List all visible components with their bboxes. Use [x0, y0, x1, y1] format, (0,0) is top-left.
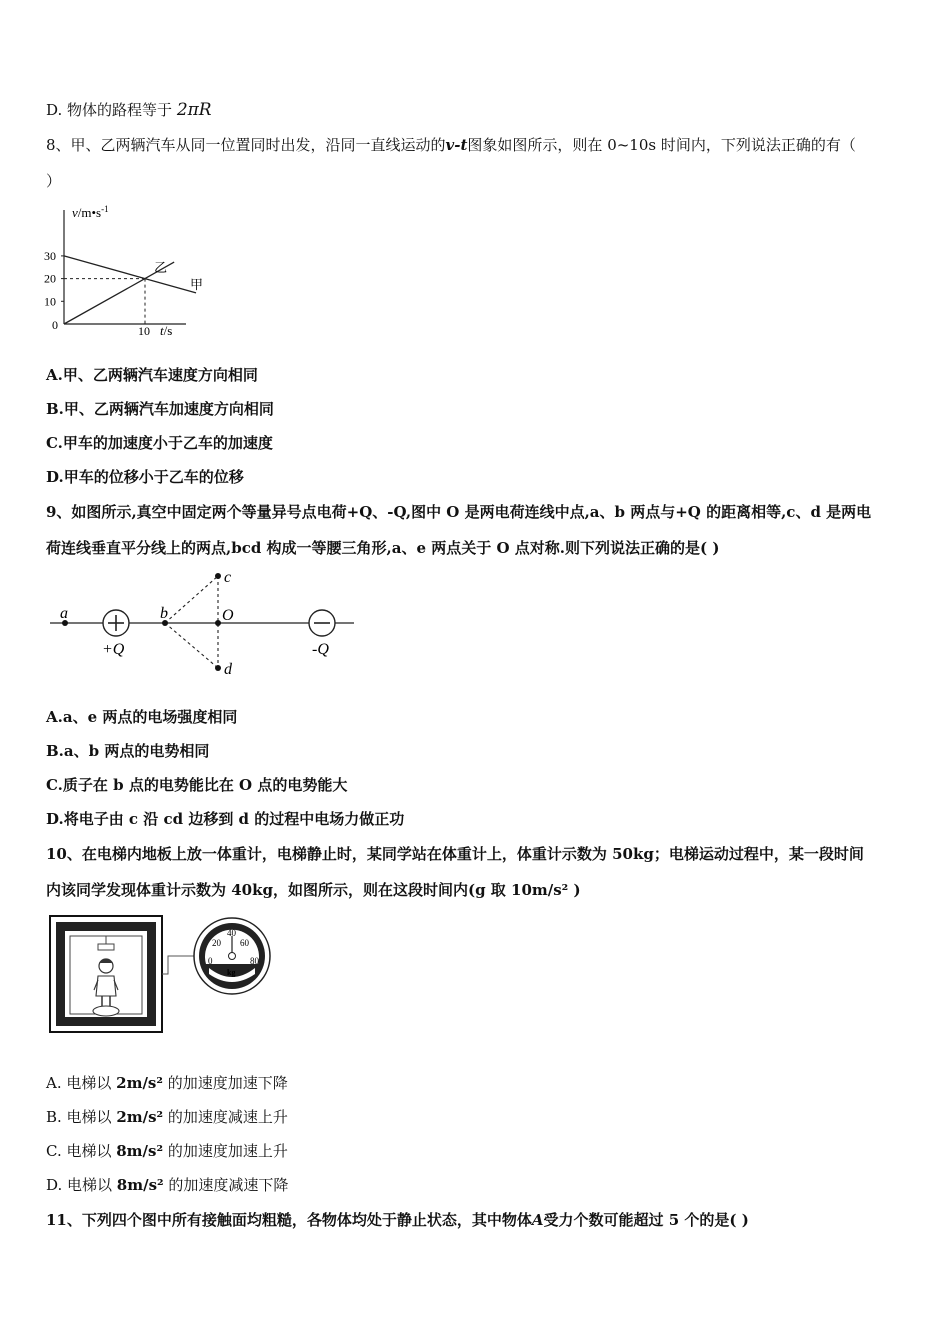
q10-option-c-suffix: 的加速度加速上升	[163, 1142, 288, 1160]
q8-vt-chart	[36, 196, 204, 346]
q8-option-d: D.甲车的位移小于乙车的位移	[46, 468, 244, 486]
dial-0: 0	[208, 956, 213, 966]
q9-option-a: A.a、e 两点的电场强度相同	[46, 708, 238, 726]
q10-elevator-diagram	[46, 912, 276, 1038]
label-o: O	[222, 607, 234, 624]
q8-option-b: B.甲、乙两辆汽车加速度方向相同	[46, 400, 274, 418]
q9-stem-line2: 荷连线垂直平分线上的两点,bcd 构成一等腰三角形,a、e 两点关于 O 点对称.则下列说法正确的是( )	[46, 539, 720, 557]
label-d: d	[224, 661, 232, 678]
q9-charge-diagram	[46, 566, 366, 684]
q10-option-c-prefix: C. 电梯以	[46, 1142, 117, 1160]
q7-option-d	[46, 100, 212, 120]
q11-stem-object: A	[531, 1211, 544, 1229]
q10-option-c-value: 8m/s²	[116, 1142, 164, 1160]
dial-60: 60	[240, 938, 249, 948]
q11-stem-text-a: 11、下列四个图中所有接触面均粗糙，各物体均处于静止状态，其中物体	[46, 1211, 532, 1229]
q10-stem-line2: 内该同学发现体重计示数为 40kg，如图所示，则在这段时间内(g 取 10m/s² )	[46, 881, 581, 899]
label-b: b	[160, 605, 168, 622]
dial-unit: kg	[227, 968, 236, 977]
q10-stem-line1: 10、在电梯内地板上放一体重计，电梯静止时，某同学站在体重计上，体重计示数为 50kg；电梯运动过程中，某一段时间	[46, 845, 864, 863]
q9-option-c: C.质子在 b 点的电势能比在 O 点的电势能大	[46, 776, 348, 794]
q7-option-d-text: D. 物体的路程等于	[46, 101, 173, 119]
dial-80: 80	[250, 956, 259, 966]
y-tick-label-10: 10	[44, 294, 56, 309]
q8-stem-line1	[46, 135, 856, 155]
q10-option-d	[46, 1175, 288, 1195]
origin-label: 0	[52, 318, 58, 332]
q10-option-b	[46, 1107, 288, 1127]
y-axis-label: $v/m•s^{-1}$	[72, 204, 109, 220]
dial-40: 40	[227, 928, 236, 938]
dial-20: 20	[212, 938, 221, 948]
q10-option-d-value: 8m/s²	[116, 1176, 164, 1194]
q8-stem-text-b: 图象如图所示，则在 0~10s 时间内，下列说法正确的有（	[467, 136, 856, 154]
label-positive-q: +Q	[102, 641, 125, 658]
q8-stem-line2: ）	[46, 172, 62, 190]
floor-scale-icon	[93, 1006, 119, 1016]
q10-option-a	[46, 1073, 288, 1093]
x-axis-label: t/s	[160, 323, 173, 338]
label-a: a	[60, 605, 68, 622]
series-label-0: 甲	[190, 276, 204, 292]
q10-option-b-prefix: B. 电梯以	[46, 1108, 117, 1126]
label-c: c	[224, 569, 232, 586]
q10-option-d-prefix: D. 电梯以	[46, 1176, 117, 1194]
q7-option-d-math: 2πR	[176, 100, 212, 120]
q10-option-c	[46, 1141, 288, 1161]
q8-stem-text-a: 8、甲、乙两辆汽车从同一位置同时出发，沿同一直线运动的	[46, 136, 446, 154]
q10-option-a-value: 2m/s²	[116, 1074, 163, 1092]
x-tick-label-10: 10	[138, 324, 150, 338]
label-negative-q: -Q	[312, 641, 329, 658]
y-tick-label-20: 20	[44, 271, 56, 286]
q10-option-b-value: 2m/s²	[116, 1108, 164, 1126]
point-d	[215, 665, 221, 671]
q10-option-b-suffix: 的加速度减速上升	[163, 1108, 288, 1126]
q9-stem-line1: 9、如图所示,真空中固定两个等量异号点电荷+Q、-Q,图中 O 是两电荷连线中点,a、b 两点与+Q 的距离相等,c、d 是两电	[46, 503, 872, 521]
q11-stem	[46, 1210, 749, 1230]
bc-dashed	[165, 576, 218, 623]
q8-option-c: C.甲车的加速度小于乙车的加速度	[46, 434, 273, 452]
q9-option-b: B.a、b 两点的电势相同	[46, 742, 210, 760]
q9-option-d: D.将电子由 c 沿 cd 边移到 d 的过程中电场力做正功	[46, 810, 405, 828]
point-o	[215, 620, 221, 626]
point-c	[215, 573, 221, 579]
y-tick-label-30: 30	[44, 248, 56, 263]
q10-option-d-suffix: 的加速度减速下降	[163, 1176, 289, 1194]
q8-stem-vt: v-t	[445, 136, 468, 154]
q11-stem-text-b: 受力个数可能超过 5 个的是( )	[543, 1211, 749, 1229]
series-label-1: 乙	[154, 260, 168, 276]
q8-option-a: A.甲、乙两辆汽车速度方向相同	[46, 366, 258, 384]
q10-option-a-suffix: 的加速度加速下降	[162, 1074, 288, 1092]
bd-dashed	[165, 623, 218, 668]
q10-option-a-prefix: A. 电梯以	[46, 1074, 117, 1092]
